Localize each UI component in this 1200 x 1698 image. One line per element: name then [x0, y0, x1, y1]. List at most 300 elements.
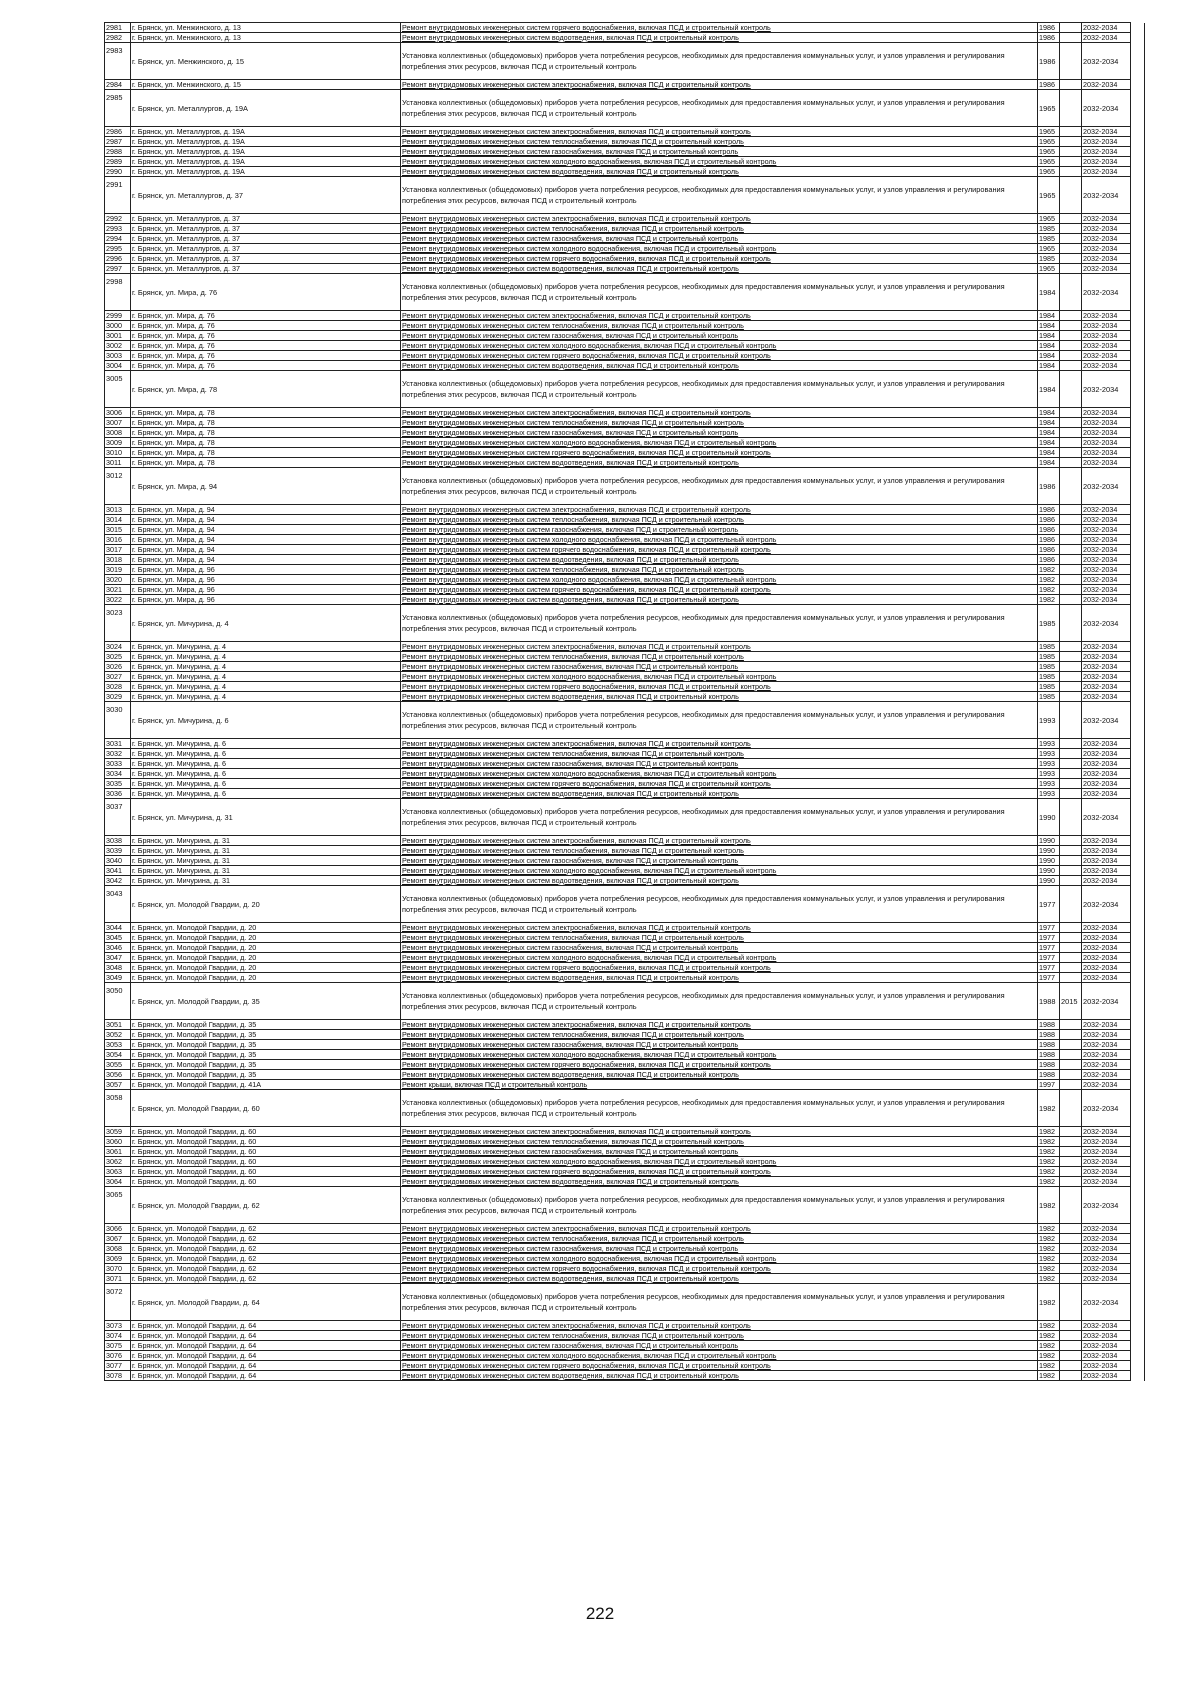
row-number: 3050 — [105, 983, 131, 1020]
row-blank-cell — [1131, 1090, 1145, 1127]
table-row — [105, 321, 1145, 331]
row-last-repair-year — [1060, 341, 1082, 351]
row-work-type: Ремонт внутридомовых инженерных систем водоотведения, включая ПСД и строительный контроль — [401, 789, 1038, 799]
row-work-type: Установка коллективных (общедомовых) приборов учета потребления ресурсов, необходимых для предоставления коммунальных услуг, и узлов управления и регулирования потребления этих ресурсов, включая ПСД и строительный контроль — [401, 799, 1038, 836]
row-build-year: 1993 — [1038, 749, 1060, 759]
row-work-type: Ремонт внутридомовых инженерных систем водоотведения, включая ПСД и строительный контроль — [401, 692, 1038, 702]
row-work-type: Ремонт внутридомовых инженерных систем газоснабжения, включая ПСД и строительный контроль — [401, 1147, 1038, 1157]
row-number: 3071 — [105, 1274, 131, 1284]
row-number: 3031 — [105, 739, 131, 749]
row-work-type: Ремонт внутридомовых инженерных систем газоснабжения, включая ПСД и строительный контроль — [401, 331, 1038, 341]
row-blank-cell — [1131, 555, 1145, 565]
row-build-year: 1984 — [1038, 361, 1060, 371]
row-last-repair-year — [1060, 254, 1082, 264]
row-number: 3009 — [105, 438, 131, 448]
row-blank-cell — [1131, 1020, 1145, 1030]
row-blank-cell — [1131, 662, 1145, 672]
row-work-type: Ремонт внутридомовых инженерных систем теплоснабжения, включая ПСД и строительный контроль — [401, 418, 1038, 428]
row-planned-period: 2032-2034 — [1082, 1040, 1131, 1050]
row-work-type: Установка коллективных (общедомовых) приборов учета потребления ресурсов, необходимых для предоставления коммунальных услуг, и узлов управления и регулирования потребления этих ресурсов, включая ПСД и строительный контроль — [401, 605, 1038, 642]
row-work-type: Ремонт внутридомовых инженерных систем электроснабжения, включая ПСД и строительный контроль — [401, 127, 1038, 137]
row-blank-cell — [1131, 846, 1145, 856]
row-build-year: 1982 — [1038, 1254, 1060, 1264]
row-last-repair-year — [1060, 565, 1082, 575]
row-address: г. Брянск, ул. Мира, д. 78 — [131, 371, 401, 408]
row-address: г. Брянск, ул. Мира, д. 76 — [131, 341, 401, 351]
row-work-type: Ремонт внутридомовых инженерных систем теплоснабжения, включая ПСД и строительный контроль — [401, 224, 1038, 234]
table-row — [105, 923, 1145, 933]
row-address: г. Брянск, ул. Мира, д. 78 — [131, 438, 401, 448]
row-number: 3077 — [105, 1361, 131, 1371]
row-planned-period: 2032-2034 — [1082, 789, 1131, 799]
row-address: г. Брянск, ул. Мира, д. 76 — [131, 321, 401, 331]
row-work-type: Установка коллективных (общедомовых) приборов учета потребления ресурсов, необходимых для предоставления коммунальных услуг, и узлов управления и регулирования потребления этих ресурсов, включая ПСД и строительный контроль — [401, 702, 1038, 739]
row-address: г. Брянск, ул. Мичурина, д. 6 — [131, 789, 401, 799]
row-build-year: 1986 — [1038, 545, 1060, 555]
row-build-year: 1982 — [1038, 1157, 1060, 1167]
row-last-repair-year — [1060, 147, 1082, 157]
row-work-type: Ремонт внутридомовых инженерных систем горячего водоснабжения, включая ПСД и строительный контроль — [401, 1264, 1038, 1274]
row-blank-cell — [1131, 90, 1145, 127]
table-row — [105, 1274, 1145, 1284]
table-body — [105, 23, 1145, 1381]
row-work-type: Ремонт внутридомовых инженерных систем холодного водоснабжения, включая ПСД и строительный контроль — [401, 244, 1038, 254]
row-last-repair-year — [1060, 1040, 1082, 1050]
row-blank-cell — [1131, 682, 1145, 692]
row-build-year: 1977 — [1038, 943, 1060, 953]
row-build-year: 1965 — [1038, 147, 1060, 157]
row-address: г. Брянск, ул. Молодой Гвардии, д. 64 — [131, 1361, 401, 1371]
row-blank-cell — [1131, 565, 1145, 575]
row-planned-period: 2032-2034 — [1082, 886, 1131, 923]
row-number: 3049 — [105, 973, 131, 983]
row-address: г. Брянск, ул. Металлургов, д. 19А — [131, 147, 401, 157]
row-number: 3033 — [105, 759, 131, 769]
row-number: 3001 — [105, 331, 131, 341]
row-work-type: Ремонт внутридомовых инженерных систем электроснабжения, включая ПСД и строительный контроль — [401, 1224, 1038, 1234]
row-build-year: 1965 — [1038, 127, 1060, 137]
row-blank-cell — [1131, 642, 1145, 652]
table-row — [105, 535, 1145, 545]
row-last-repair-year — [1060, 1080, 1082, 1090]
row-number: 3057 — [105, 1080, 131, 1090]
row-work-type: Ремонт внутридомовых инженерных систем электроснабжения, включая ПСД и строительный контроль — [401, 311, 1038, 321]
row-blank-cell — [1131, 1234, 1145, 1244]
row-build-year: 1986 — [1038, 525, 1060, 535]
row-work-type: Ремонт внутридомовых инженерных систем теплоснабжения, включая ПСД и строительный контроль — [401, 1030, 1038, 1040]
row-work-type: Ремонт внутридомовых инженерных систем газоснабжения, включая ПСД и строительный контроль — [401, 856, 1038, 866]
table-row — [105, 127, 1145, 137]
row-build-year: 1990 — [1038, 866, 1060, 876]
row-planned-period: 2032-2034 — [1082, 254, 1131, 264]
row-work-type: Ремонт внутридомовых инженерных систем холодного водоснабжения, включая ПСД и строительный контроль — [401, 341, 1038, 351]
row-planned-period: 2032-2034 — [1082, 749, 1131, 759]
row-number: 2983 — [105, 43, 131, 80]
row-work-type: Ремонт внутридомовых инженерных систем холодного водоснабжения, включая ПСД и строительный контроль — [401, 953, 1038, 963]
row-build-year: 1988 — [1038, 1060, 1060, 1070]
row-blank-cell — [1131, 448, 1145, 458]
row-planned-period: 2032-2034 — [1082, 856, 1131, 866]
row-work-type: Ремонт внутридомовых инженерных систем газоснабжения, включая ПСД и строительный контроль — [401, 428, 1038, 438]
row-build-year: 1984 — [1038, 274, 1060, 311]
table-row — [105, 147, 1145, 157]
row-blank-cell — [1131, 702, 1145, 739]
row-last-repair-year — [1060, 1361, 1082, 1371]
row-number: 3075 — [105, 1341, 131, 1351]
row-last-repair-year — [1060, 836, 1082, 846]
row-planned-period: 2032-2034 — [1082, 23, 1131, 33]
row-work-type: Ремонт внутридомовых инженерных систем электроснабжения, включая ПСД и строительный контроль — [401, 505, 1038, 515]
row-number: 2986 — [105, 127, 131, 137]
row-last-repair-year — [1060, 321, 1082, 331]
row-planned-period: 2032-2034 — [1082, 545, 1131, 555]
row-blank-cell — [1131, 1040, 1145, 1050]
table-row — [105, 759, 1145, 769]
table-row — [105, 886, 1145, 923]
table-row — [105, 769, 1145, 779]
row-blank-cell — [1131, 157, 1145, 167]
table-row — [105, 80, 1145, 90]
row-planned-period: 2032-2034 — [1082, 1321, 1131, 1331]
row-planned-period: 2032-2034 — [1082, 1127, 1131, 1137]
row-number: 3000 — [105, 321, 131, 331]
row-last-repair-year — [1060, 759, 1082, 769]
row-blank-cell — [1131, 759, 1145, 769]
row-build-year: 1982 — [1038, 1090, 1060, 1127]
row-build-year: 1993 — [1038, 702, 1060, 739]
row-build-year: 1982 — [1038, 1147, 1060, 1157]
table-row — [105, 371, 1145, 408]
row-address: г. Брянск, ул. Мира, д. 78 — [131, 428, 401, 438]
table-row — [105, 866, 1145, 876]
row-address: г. Брянск, ул. Мира, д. 94 — [131, 515, 401, 525]
row-address: г. Брянск, ул. Молодой Гвардии, д. 20 — [131, 933, 401, 943]
row-build-year: 1977 — [1038, 953, 1060, 963]
table-row — [105, 43, 1145, 80]
row-work-type: Ремонт внутридомовых инженерных систем горячего водоснабжения, включая ПСД и строительный контроль — [401, 1060, 1038, 1070]
row-last-repair-year — [1060, 157, 1082, 167]
row-build-year: 1984 — [1038, 321, 1060, 331]
row-last-repair-year — [1060, 595, 1082, 605]
table-row — [105, 33, 1145, 43]
register-sheet — [104, 22, 1144, 1381]
row-planned-period: 2032-2034 — [1082, 1351, 1131, 1361]
row-blank-cell — [1131, 983, 1145, 1020]
table-row — [105, 1127, 1145, 1137]
row-address: г. Брянск, ул. Молодой Гвардии, д. 20 — [131, 953, 401, 963]
row-last-repair-year — [1060, 662, 1082, 672]
row-build-year: 1982 — [1038, 575, 1060, 585]
row-build-year: 1984 — [1038, 428, 1060, 438]
table-row — [105, 1147, 1145, 1157]
row-number: 2984 — [105, 80, 131, 90]
row-number: 3061 — [105, 1147, 131, 1157]
row-last-repair-year — [1060, 923, 1082, 933]
row-number: 3015 — [105, 525, 131, 535]
row-blank-cell — [1131, 351, 1145, 361]
row-planned-period: 2032-2034 — [1082, 1137, 1131, 1147]
row-blank-cell — [1131, 331, 1145, 341]
row-address: г. Брянск, ул. Молодой Гвардии, д. 64 — [131, 1284, 401, 1321]
row-planned-period: 2032-2034 — [1082, 953, 1131, 963]
row-last-repair-year — [1060, 933, 1082, 943]
row-planned-period: 2032-2034 — [1082, 80, 1131, 90]
row-build-year: 1982 — [1038, 565, 1060, 575]
table-row — [105, 90, 1145, 127]
row-last-repair-year — [1060, 331, 1082, 341]
row-last-repair-year — [1060, 371, 1082, 408]
row-number: 3062 — [105, 1157, 131, 1167]
row-planned-period: 2032-2034 — [1082, 799, 1131, 836]
row-address: г. Брянск, ул. Мира, д. 78 — [131, 458, 401, 468]
row-last-repair-year — [1060, 448, 1082, 458]
row-blank-cell — [1131, 866, 1145, 876]
row-blank-cell — [1131, 224, 1145, 234]
row-last-repair-year — [1060, 605, 1082, 642]
row-work-type: Ремонт внутридомовых инженерных систем холодного водоснабжения, включая ПСД и строительный контроль — [401, 575, 1038, 585]
row-planned-period: 2032-2034 — [1082, 224, 1131, 234]
row-planned-period: 2032-2034 — [1082, 43, 1131, 80]
row-blank-cell — [1131, 856, 1145, 866]
row-blank-cell — [1131, 525, 1145, 535]
row-work-type: Ремонт внутридомовых инженерных систем холодного водоснабжения, включая ПСД и строительный контроль — [401, 1254, 1038, 1264]
row-address: г. Брянск, ул. Мичурина, д. 4 — [131, 672, 401, 682]
row-last-repair-year — [1060, 555, 1082, 565]
row-build-year: 1985 — [1038, 605, 1060, 642]
row-number: 3073 — [105, 1321, 131, 1331]
row-work-type: Ремонт внутридомовых инженерных систем водоотведения, включая ПСД и строительный контроль — [401, 1371, 1038, 1381]
row-planned-period: 2032-2034 — [1082, 1331, 1131, 1341]
row-work-type: Ремонт внутридомовых инженерных систем электроснабжения, включая ПСД и строительный контроль — [401, 214, 1038, 224]
row-work-type: Установка коллективных (общедомовых) приборов учета потребления ресурсов, необходимых для предоставления коммунальных услуг, и узлов управления и регулирования потребления этих ресурсов, включая ПСД и строительный контроль — [401, 90, 1038, 127]
row-last-repair-year — [1060, 167, 1082, 177]
table-row — [105, 595, 1145, 605]
row-address: г. Брянск, ул. Молодой Гвардии, д. 60 — [131, 1177, 401, 1187]
table-row — [105, 933, 1145, 943]
row-last-repair-year — [1060, 311, 1082, 321]
row-last-repair-year — [1060, 1187, 1082, 1224]
row-number: 3067 — [105, 1234, 131, 1244]
row-address: г. Брянск, ул. Молодой Гвардии, д. 64 — [131, 1331, 401, 1341]
row-build-year: 1985 — [1038, 662, 1060, 672]
row-address: г. Брянск, ул. Молодой Гвардии, д. 62 — [131, 1187, 401, 1224]
row-work-type: Установка коллективных (общедомовых) приборов учета потребления ресурсов, необходимых для предоставления коммунальных услуг, и узлов управления и регулирования потребления этих ресурсов, включая ПСД и строительный контроль — [401, 983, 1038, 1020]
row-last-repair-year — [1060, 692, 1082, 702]
row-work-type: Ремонт внутридомовых инженерных систем теплоснабжения, включая ПСД и строительный контроль — [401, 565, 1038, 575]
row-blank-cell — [1131, 80, 1145, 90]
row-last-repair-year — [1060, 224, 1082, 234]
table-row — [105, 311, 1145, 321]
row-build-year: 1965 — [1038, 90, 1060, 127]
row-last-repair-year — [1060, 1254, 1082, 1264]
row-last-repair-year — [1060, 1224, 1082, 1234]
row-work-type: Ремонт внутридомовых инженерных систем горячего водоснабжения, включая ПСД и строительный контроль — [401, 1361, 1038, 1371]
row-number: 3025 — [105, 652, 131, 662]
row-planned-period: 2032-2034 — [1082, 525, 1131, 535]
row-work-type: Ремонт внутридомовых инженерных систем холодного водоснабжения, включая ПСД и строительный контроль — [401, 1351, 1038, 1361]
row-build-year: 1986 — [1038, 505, 1060, 515]
row-number: 3048 — [105, 963, 131, 973]
table-row — [105, 789, 1145, 799]
row-address: г. Брянск, ул. Металлургов, д. 19А — [131, 157, 401, 167]
row-last-repair-year — [1060, 214, 1082, 224]
row-work-type: Ремонт внутридомовых инженерных систем теплоснабжения, включая ПСД и строительный контроль — [401, 137, 1038, 147]
row-blank-cell — [1131, 886, 1145, 923]
row-number: 3042 — [105, 876, 131, 886]
row-number: 3005 — [105, 371, 131, 408]
row-planned-period: 2032-2034 — [1082, 682, 1131, 692]
row-build-year: 1982 — [1038, 1137, 1060, 1147]
row-work-type: Ремонт внутридомовых инженерных систем холодного водоснабжения, включая ПСД и строительный контроль — [401, 438, 1038, 448]
row-last-repair-year — [1060, 1157, 1082, 1167]
row-build-year: 1986 — [1038, 555, 1060, 565]
row-number: 3029 — [105, 692, 131, 702]
row-planned-period: 2032-2034 — [1082, 331, 1131, 341]
table-row — [105, 23, 1145, 33]
row-last-repair-year — [1060, 1050, 1082, 1060]
row-planned-period: 2032-2034 — [1082, 1060, 1131, 1070]
row-build-year: 1990 — [1038, 846, 1060, 856]
row-build-year: 1977 — [1038, 923, 1060, 933]
row-work-type: Установка коллективных (общедомовых) приборов учета потребления ресурсов, необходимых для предоставления коммунальных услуг, и узлов управления и регулирования потребления этих ресурсов, включая ПСД и строительный контроль — [401, 274, 1038, 311]
row-planned-period: 2032-2034 — [1082, 264, 1131, 274]
table-row — [105, 157, 1145, 167]
row-blank-cell — [1131, 137, 1145, 147]
row-blank-cell — [1131, 1030, 1145, 1040]
row-build-year: 1988 — [1038, 1070, 1060, 1080]
row-build-year: 1986 — [1038, 535, 1060, 545]
row-build-year: 1982 — [1038, 1351, 1060, 1361]
row-number: 3014 — [105, 515, 131, 525]
row-blank-cell — [1131, 1137, 1145, 1147]
row-build-year: 1986 — [1038, 468, 1060, 505]
row-build-year: 1984 — [1038, 331, 1060, 341]
table-row — [105, 876, 1145, 886]
row-address: г. Брянск, ул. Молодой Гвардии, д. 64 — [131, 1371, 401, 1381]
table-row — [105, 351, 1145, 361]
row-blank-cell — [1131, 1321, 1145, 1331]
row-work-type: Ремонт внутридомовых инженерных систем водоотведения, включая ПСД и строительный контроль — [401, 361, 1038, 371]
row-build-year: 1965 — [1038, 157, 1060, 167]
row-last-repair-year: 2015 — [1060, 983, 1082, 1020]
row-planned-period: 2032-2034 — [1082, 1361, 1131, 1371]
table-row — [105, 642, 1145, 652]
row-last-repair-year — [1060, 361, 1082, 371]
row-last-repair-year — [1060, 1234, 1082, 1244]
row-last-repair-year — [1060, 408, 1082, 418]
table-row — [105, 836, 1145, 846]
table-row — [105, 1070, 1145, 1080]
row-build-year: 1984 — [1038, 438, 1060, 448]
row-number: 3052 — [105, 1030, 131, 1040]
row-last-repair-year — [1060, 1341, 1082, 1351]
row-address: г. Брянск, ул. Молодой Гвардии, д. 20 — [131, 963, 401, 973]
row-blank-cell — [1131, 147, 1145, 157]
row-number: 3076 — [105, 1351, 131, 1361]
row-build-year: 1982 — [1038, 1224, 1060, 1234]
row-last-repair-year — [1060, 234, 1082, 244]
row-blank-cell — [1131, 923, 1145, 933]
row-number: 3017 — [105, 545, 131, 555]
table-row — [105, 264, 1145, 274]
row-build-year: 1988 — [1038, 1050, 1060, 1060]
row-address: г. Брянск, ул. Молодой Гвардии, д. 62 — [131, 1234, 401, 1244]
row-address: г. Брянск, ул. Мира, д. 76 — [131, 331, 401, 341]
row-work-type: Ремонт внутридомовых инженерных систем теплоснабжения, включая ПСД и строительный контроль — [401, 933, 1038, 943]
row-build-year: 1988 — [1038, 1030, 1060, 1040]
row-address: г. Брянск, ул. Молодой Гвардии, д. 60 — [131, 1090, 401, 1127]
row-planned-period: 2032-2034 — [1082, 1224, 1131, 1234]
row-address: г. Брянск, ул. Металлургов, д. 37 — [131, 177, 401, 214]
row-number: 3066 — [105, 1224, 131, 1234]
row-number: 3069 — [105, 1254, 131, 1264]
row-last-repair-year — [1060, 1147, 1082, 1157]
row-build-year: 1984 — [1038, 418, 1060, 428]
row-planned-period: 2032-2034 — [1082, 1274, 1131, 1284]
table-row — [105, 779, 1145, 789]
row-blank-cell — [1131, 244, 1145, 254]
row-planned-period: 2032-2034 — [1082, 923, 1131, 933]
row-address: г. Брянск, ул. Молодой Гвардии, д. 62 — [131, 1254, 401, 1264]
table-row — [105, 662, 1145, 672]
row-address: г. Брянск, ул. Молодой Гвардии, д. 64 — [131, 1321, 401, 1331]
row-address: г. Брянск, ул. Мичурина, д. 4 — [131, 605, 401, 642]
row-planned-period: 2032-2034 — [1082, 90, 1131, 127]
table-row — [105, 137, 1145, 147]
table-row — [105, 1080, 1145, 1090]
row-planned-period: 2032-2034 — [1082, 1030, 1131, 1040]
row-last-repair-year — [1060, 1127, 1082, 1137]
row-blank-cell — [1131, 585, 1145, 595]
row-build-year: 1986 — [1038, 43, 1060, 80]
row-number: 2991 — [105, 177, 131, 214]
table-row — [105, 692, 1145, 702]
row-number: 3024 — [105, 642, 131, 652]
row-last-repair-year — [1060, 80, 1082, 90]
row-build-year: 1977 — [1038, 963, 1060, 973]
row-work-type: Ремонт внутридомовых инженерных систем водоотведения, включая ПСД и строительный контроль — [401, 458, 1038, 468]
row-planned-period: 2032-2034 — [1082, 642, 1131, 652]
row-last-repair-year — [1060, 652, 1082, 662]
row-planned-period: 2032-2034 — [1082, 1177, 1131, 1187]
row-last-repair-year — [1060, 468, 1082, 505]
row-number: 3070 — [105, 1264, 131, 1274]
table-row — [105, 1157, 1145, 1167]
row-build-year: 1982 — [1038, 585, 1060, 595]
row-address: г. Брянск, ул. Молодой Гвардии, д. 62 — [131, 1244, 401, 1254]
row-work-type: Установка коллективных (общедомовых) приборов учета потребления ресурсов, необходимых для предоставления коммунальных услуг, и узлов управления и регулирования потребления этих ресурсов, включая ПСД и строительный контроль — [401, 468, 1038, 505]
row-work-type: Ремонт внутридомовых инженерных систем водоотведения, включая ПСД и строительный контроль — [401, 876, 1038, 886]
row-address: г. Брянск, ул. Мира, д. 94 — [131, 535, 401, 545]
row-blank-cell — [1131, 789, 1145, 799]
table-row — [105, 1264, 1145, 1274]
row-build-year: 1982 — [1038, 1371, 1060, 1381]
row-build-year: 1984 — [1038, 311, 1060, 321]
row-work-type: Ремонт внутридомовых инженерных систем теплоснабжения, включая ПСД и строительный контроль — [401, 652, 1038, 662]
table-row — [105, 1090, 1145, 1127]
row-build-year: 1985 — [1038, 692, 1060, 702]
row-blank-cell — [1131, 43, 1145, 80]
row-number: 3054 — [105, 1050, 131, 1060]
row-number: 3016 — [105, 535, 131, 545]
row-work-type: Ремонт внутридомовых инженерных систем электроснабжения, включая ПСД и строительный контроль — [401, 1321, 1038, 1331]
row-build-year: 1985 — [1038, 224, 1060, 234]
row-last-repair-year — [1060, 1060, 1082, 1070]
row-planned-period: 2032-2034 — [1082, 361, 1131, 371]
row-last-repair-year — [1060, 1331, 1082, 1341]
table-row — [105, 702, 1145, 739]
row-build-year: 1982 — [1038, 1167, 1060, 1177]
